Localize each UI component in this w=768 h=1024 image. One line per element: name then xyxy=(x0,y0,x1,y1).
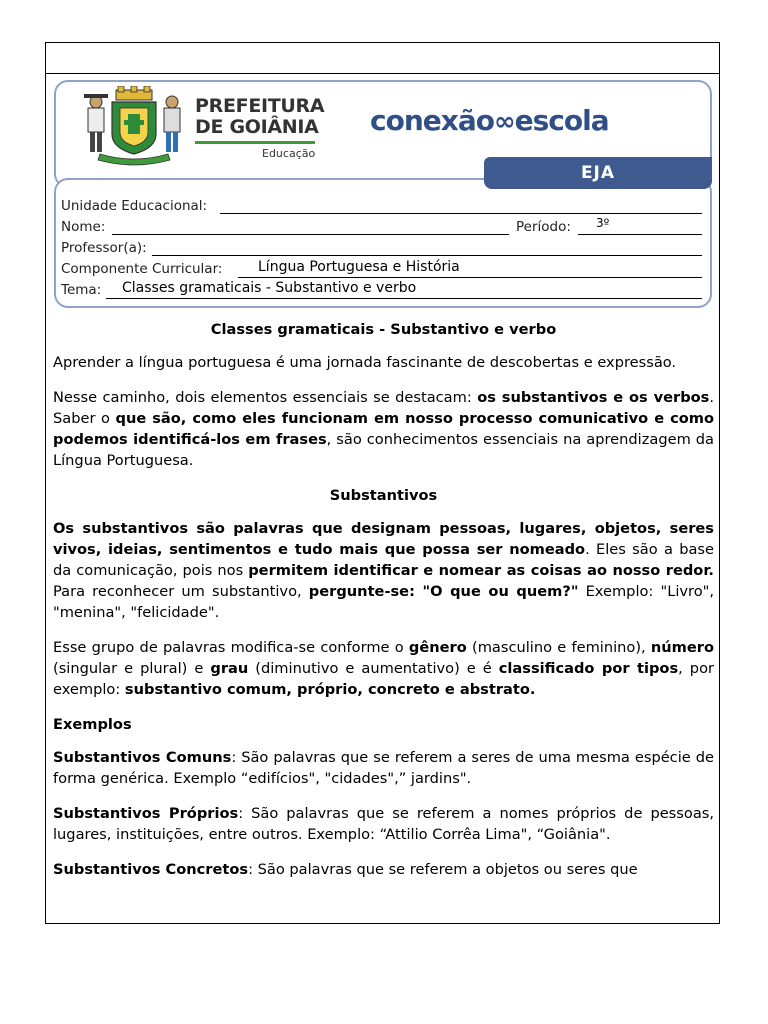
paragraph-intro: Aprender a língua portuguesa é uma jornada fascinante de descobertas e expressão. xyxy=(53,354,677,371)
prefeitura-underline xyxy=(195,141,315,144)
paragraph-proprios xyxy=(53,803,714,845)
text-span: , são conhecimentos essenciais na aprendizagem da Língua Portuguesa. xyxy=(53,431,714,469)
text-span: (diminutivo e aumentativo) e é xyxy=(248,660,499,677)
text-span: Nesse caminho, dois elementos essenciais se destacam: xyxy=(53,389,478,406)
bold-span: substantivo comum, próprio, concreto e abstrato. xyxy=(124,681,536,698)
componente-value: Língua Portuguesa e História xyxy=(258,259,460,275)
prefeitura-line-1: PREFEITURA xyxy=(195,95,325,117)
bold-span: Os substantivos são palavras que designam pessoas, lugares, objetos, seres vivos, ideias, sentimentos e tudo mais que possa ser nomeado xyxy=(53,520,714,558)
eja-badge: EJA xyxy=(484,157,712,189)
paragraph-substantivos-def xyxy=(53,518,714,623)
tema-field[interactable] xyxy=(106,298,702,299)
paragraph-elements xyxy=(53,387,714,471)
conexao-escola-logo xyxy=(370,104,609,137)
document-body xyxy=(53,319,714,894)
text-span: (masculino e feminino), xyxy=(466,639,651,656)
prefeitura-line-2: DE GOIÂNIA xyxy=(195,116,319,138)
section-heading-substantivos: Substantivos xyxy=(329,487,438,504)
bold-span: classificado por tipos xyxy=(498,660,679,677)
bold-span: Substantivos Próprios xyxy=(53,805,239,822)
bold-span: gênero xyxy=(408,639,467,656)
text-span: Exemplo: "Livro", "menina", "felicidade". xyxy=(53,583,714,621)
unidade-field[interactable] xyxy=(220,213,702,214)
periodo-label: Período: xyxy=(516,219,571,235)
text-span: : São palavras que se referem a seres de uma mesma espécie de forma genérica. Exemplo “edifícios", "cidades",” jardins". xyxy=(53,749,714,787)
prefeitura-logo-text xyxy=(195,96,324,138)
city-crest-icon xyxy=(78,86,190,166)
text-span: : São palavras que se referem a objetos ou seres que xyxy=(248,861,638,878)
bold-span: os substantivos e os verbos xyxy=(477,389,710,406)
componente-field[interactable] xyxy=(238,277,702,278)
text-span: : São palavras que se referem a nomes próprios de pessoas, lugares, instituições, entre outros. Exemplo: “Attilio Corrêa Lima", “Goiânia". xyxy=(53,805,715,843)
bold-span: Substantivos Comuns xyxy=(53,749,232,766)
periodo-field[interactable] xyxy=(578,234,702,235)
educacao-label: Educação xyxy=(262,147,316,160)
brand-right: escola xyxy=(514,104,609,137)
paragraph-concretos xyxy=(53,859,714,880)
periodo-value: 3º xyxy=(596,216,610,230)
text-span: . Saber o xyxy=(53,389,714,427)
chain-link-icon: ∞ xyxy=(493,107,515,137)
document-title: Classes gramaticais - Substantivo e verbo xyxy=(210,321,557,338)
brand-left: conexão xyxy=(370,104,494,137)
bold-span: número xyxy=(650,639,714,656)
tema-value: Classes gramaticais - Substantivo e verbo xyxy=(122,280,417,296)
text-span: , por exemplo: xyxy=(53,660,715,698)
top-rule xyxy=(46,73,719,74)
bold-span: permitem identificar e nomear as coisas ao nosso redor. xyxy=(248,562,714,579)
bold-span: grau xyxy=(210,660,249,677)
text-span: Esse grupo de palavras modifica-se conforme o xyxy=(53,639,409,656)
text-span: . Eles são a base da comunicação, pois nos xyxy=(53,541,714,579)
tema-label: Tema: xyxy=(61,282,102,298)
section-heading-exemplos: Exemplos xyxy=(53,716,132,733)
componente-label: Componente Curricular: xyxy=(61,261,223,277)
header-card xyxy=(54,80,712,308)
text-span: (singular e plural) e xyxy=(53,660,211,677)
bold-span: que são, como eles funcionam em nosso processo comunicativo e como podemos identificá-los em frases xyxy=(53,410,714,448)
unidade-label: Unidade Educacional: xyxy=(61,198,208,214)
document-page xyxy=(45,42,720,924)
bold-span: pergunte-se: "O que ou quem?" xyxy=(308,583,579,600)
paragraph-comuns xyxy=(53,747,714,789)
nome-label: Nome: xyxy=(61,219,106,235)
professor-field[interactable] xyxy=(152,255,702,256)
text-span: Para reconhecer um substantivo, xyxy=(53,583,309,600)
bold-span: Substantivos Concretos xyxy=(53,861,249,878)
paragraph-flexao xyxy=(53,637,714,700)
professor-label: Professor(a): xyxy=(61,240,147,256)
nome-field[interactable] xyxy=(112,234,509,235)
